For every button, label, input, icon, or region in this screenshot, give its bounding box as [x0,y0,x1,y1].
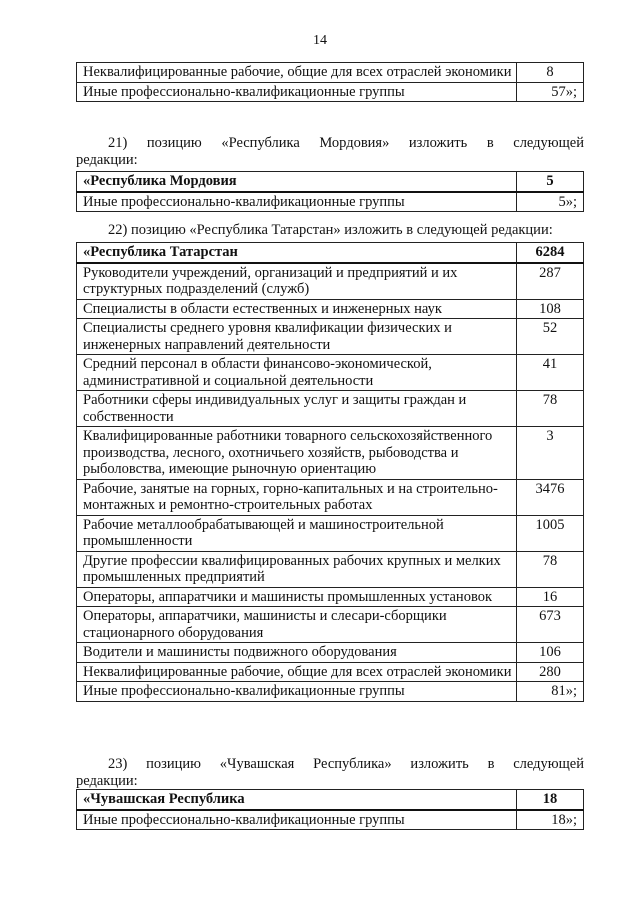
row-label: Иные профессионально-квалификационные группы [77,810,517,830]
row-label: Операторы, аппаратчики, машинисты и слесари-сборщики стационарного оборудования [77,607,517,643]
table-row [77,319,584,355]
row-value: 18»; [517,810,584,830]
table-row [77,515,584,551]
row-label: Неквалифицированные рабочие, общие для всех отраслей экономики [77,63,517,83]
row-value: 3476 [517,479,584,515]
paragraph-23 [76,756,584,790]
region-total: 5 [517,172,584,192]
row-value: 3 [517,427,584,480]
tatarstan-table [76,242,584,702]
row-label: Средний персонал в области финансово-экономической, административной и социальной деятельности [77,355,517,391]
region-total: 18 [517,790,584,810]
row-label: Работники сферы индивидуальных услуг и защиты граждан и собственности [77,391,517,427]
paragraph-21 [76,135,584,169]
row-value: 81»; [517,682,584,702]
row-value: 108 [517,299,584,319]
table-header-row [77,243,584,263]
row-label: Иные профессионально-квалификационные группы [77,682,517,702]
table-header-row [77,172,584,192]
row-value: 673 [517,607,584,643]
table-row [77,263,584,300]
table-row [77,427,584,480]
row-value: 78 [517,551,584,587]
table-row [77,391,584,427]
paragraph-line: редакции: [76,773,138,789]
mordovia-table [76,171,584,212]
table-row [77,810,584,830]
table-row [77,299,584,319]
paragraph-line: 21) позицию «Республика Мордовия» изложить в следующей [108,135,584,151]
table-row [77,551,584,587]
row-value: 57»; [517,82,584,102]
row-label: Рабочие металлообрабатывающей и машиностроительной промышленности [77,515,517,551]
row-label: Квалифицированные работники товарного сельскохозяйственного производства, лесного, охотничьего хозяйств, рыбоводства и рыболовства, имеющие рыночную ориентацию [77,427,517,480]
row-label: Операторы, аппаратчики и машинисты промышленных установок [77,587,517,607]
table-row [77,587,584,607]
paragraph-line: 23) позицию «Чувашская Республика» изложить в следующей [108,756,584,772]
row-value: 106 [517,643,584,663]
table-row [77,355,584,391]
paragraph-22: 22) позицию «Республика Татарстан» изложить в следующей редакции: [108,222,553,238]
row-value: 16 [517,587,584,607]
region-name: «Республика Мордовия [77,172,517,192]
paragraph-line: редакции: [76,152,138,168]
table-row [77,82,584,102]
row-value: 52 [517,319,584,355]
continuation-table [76,62,584,102]
region-name: «Чувашская Республика [77,790,517,810]
row-label: Специалисты в области естественных и инженерных наук [77,299,517,319]
region-name: «Республика Татарстан [77,243,517,263]
table-row [77,662,584,682]
row-value: 41 [517,355,584,391]
row-label: Руководители учреждений, организаций и предприятий и их структурных подразделений (служб) [77,263,517,300]
region-total: 6284 [517,243,584,263]
row-value: 287 [517,263,584,300]
row-label: Рабочие, занятые на горных, горно-капитальных и на строительно-монтажных и ремонтно-строительных работах [77,479,517,515]
row-label: Неквалифицированные рабочие, общие для всех отраслей экономики [77,662,517,682]
table-row [77,607,584,643]
row-value: 1005 [517,515,584,551]
row-label: Иные профессионально-квалификационные группы [77,192,517,212]
table-row [77,682,584,702]
page-number: 14 [313,33,327,48]
row-label: Водители и машинисты подвижного оборудования [77,643,517,663]
table-row [77,479,584,515]
row-label: Специалисты среднего уровня квалификации физических и инженерных направлений деятельности [77,319,517,355]
row-label: Другие профессии квалифицированных рабочих крупных и мелких промышленных предприятий [77,551,517,587]
row-value: 8 [517,63,584,83]
row-value: 5»; [517,192,584,212]
table-row [77,63,584,83]
table-row [77,643,584,663]
row-label: Иные профессионально-квалификационные группы [77,82,517,102]
table-row [77,192,584,212]
chuvashia-table [76,789,584,830]
row-value: 280 [517,662,584,682]
table-header-row [77,790,584,810]
row-value: 78 [517,391,584,427]
